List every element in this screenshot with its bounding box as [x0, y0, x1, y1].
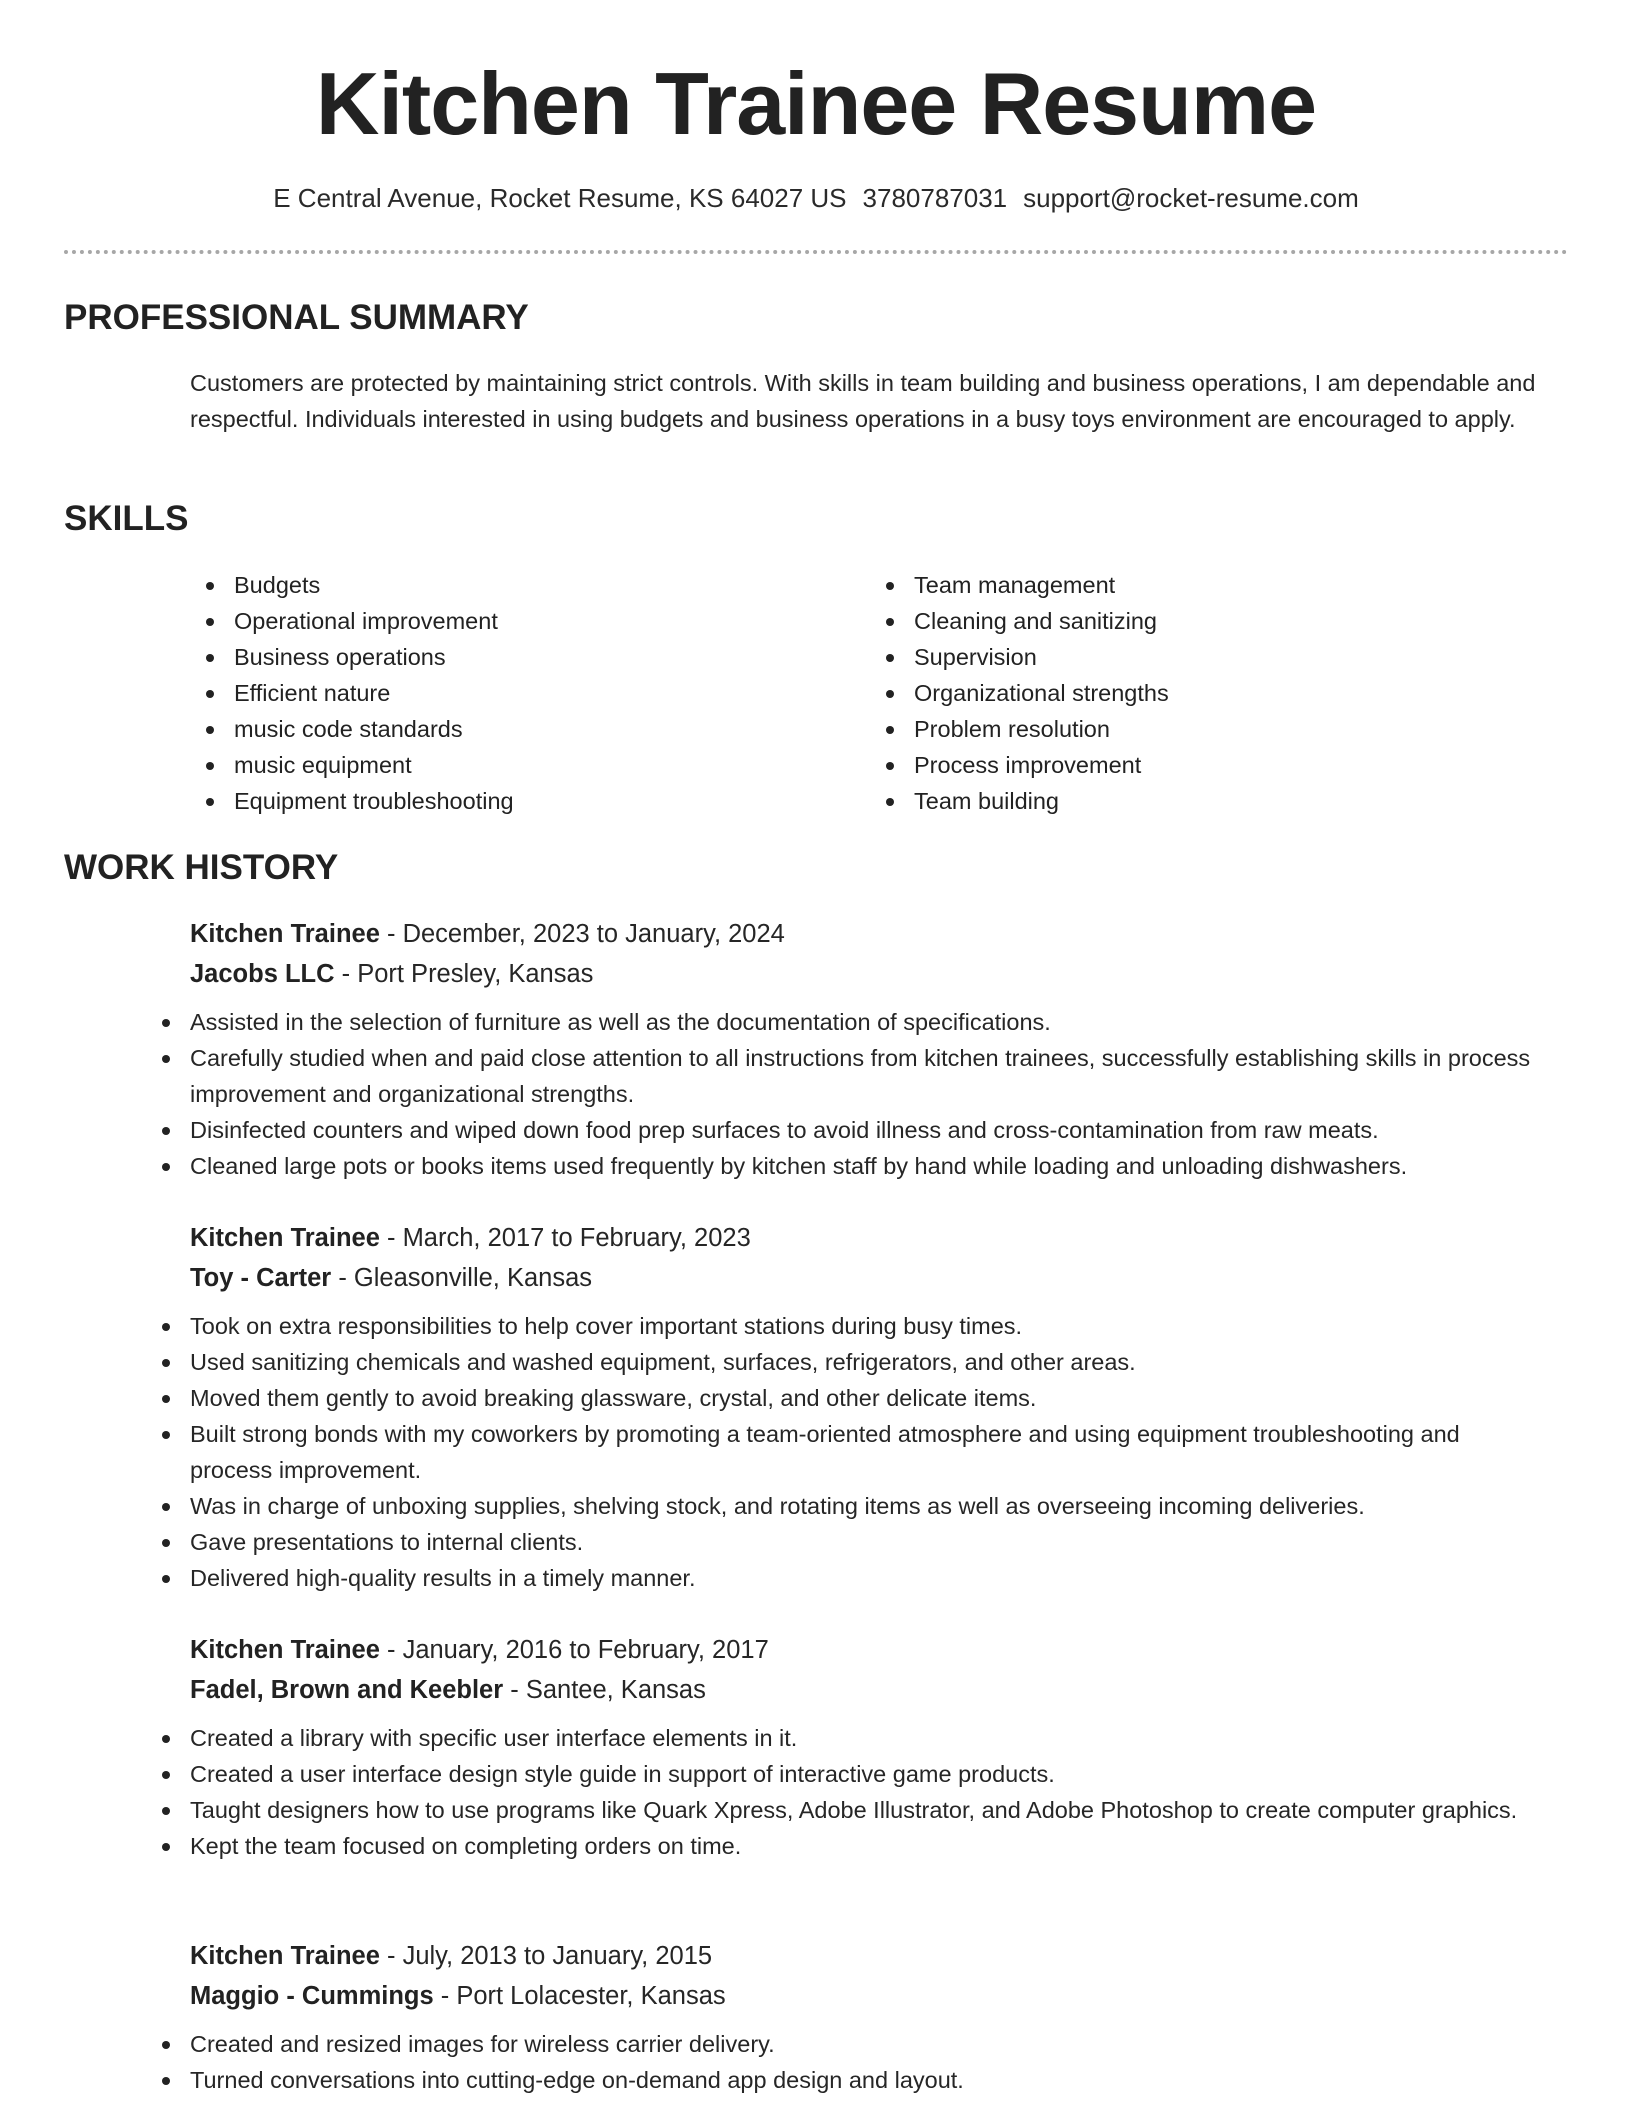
- job-company-line: [190, 1976, 1580, 2016]
- job-location: - Gleasonville, Kansas: [331, 1264, 593, 1292]
- job-dates: - July, 2013 to January, 2015: [379, 1942, 713, 1970]
- job-bullet: Gave presentations to internal clients.: [146, 1524, 1536, 1560]
- job-dates: - December, 2023 to January, 2024: [379, 920, 785, 948]
- job-role: Kitchen Trainee: [190, 1942, 380, 1970]
- skill-item: Budgets: [190, 567, 810, 603]
- job-bullet: Built strong bonds with my coworkers by promoting a team-oriented atmosphere and using equipment troubleshooting and process improvement.: [146, 1416, 1536, 1488]
- job-bullet: Carefully studied when and paid close attention to all instructions from kitchen trainees, successfully establishing skills in process improvement and organizational strengths.: [146, 1040, 1536, 1112]
- skills-list-left: [190, 567, 810, 819]
- job-title-line: [190, 1936, 1580, 1976]
- skill-item: Problem resolution: [870, 711, 1490, 747]
- summary-text: Customers are protected by maintaining strict controls. With skills in team building and business operations, I am dependable and respectful. Individuals interested in using budgets and business operations in a busy toys environment are encouraged to apply.: [190, 370, 1536, 432]
- job-bullet: Delivered high-quality results in a timely manner.: [146, 1560, 1536, 1596]
- job-title-line: [190, 1630, 1580, 1670]
- skills-heading: SKILLS: [64, 499, 189, 538]
- job-company: Fadel, Brown and Keebler: [190, 1676, 504, 1704]
- skill-item: Cleaning and sanitizing: [870, 603, 1490, 639]
- job-entry: [190, 1218, 1580, 1596]
- job-bullet: Moved them gently to avoid breaking glassware, crystal, and other delicate items.: [146, 1380, 1536, 1416]
- job-bullets: [190, 1308, 1580, 1596]
- job-bullet: Taught designers how to use programs like Quark Xpress, Adobe Illustrator, and Adobe Photoshop to create computer graphics.: [146, 1792, 1536, 1828]
- job-role: Kitchen Trainee: [190, 1224, 380, 1252]
- job-bullet: Used sanitizing chemicals and washed equipment, surfaces, refrigerators, and other areas.: [146, 1344, 1536, 1380]
- skill-item: Efficient nature: [190, 675, 810, 711]
- skill-item: Operational improvement: [190, 603, 810, 639]
- work-history-heading: WORK HISTORY: [64, 848, 339, 887]
- job-bullets: [190, 1720, 1580, 1864]
- skill-item: Process improvement: [870, 747, 1490, 783]
- job-title-line: [190, 1218, 1580, 1258]
- job-bullet: Turned conversations into cutting-edge on-demand app design and layout.: [146, 2062, 1536, 2098]
- job-bullet: Created and resized images for wireless carrier delivery.: [146, 2026, 1536, 2062]
- skill-item: Organizational strengths: [870, 675, 1490, 711]
- job-bullet: Disinfected counters and wiped down food prep surfaces to avoid illness and cross-contamination from raw meats.: [146, 1112, 1536, 1148]
- skill-item: music equipment: [190, 747, 810, 783]
- job-bullet: Cleaned large pots or books items used frequently by kitchen staff by hand while loading and unloading dishwashers.: [146, 1148, 1536, 1184]
- job-entry: [190, 1630, 1580, 1864]
- job-dates: - March, 2017 to February, 2023: [379, 1224, 751, 1252]
- job-location: - Port Presley, Kansas: [334, 960, 594, 988]
- job-entry: [190, 914, 1580, 1184]
- job-company: Maggio - Cummings: [190, 1982, 434, 2010]
- job-company: Jacobs LLC: [190, 960, 335, 988]
- job-bullet: Created a library with specific user interface elements in it.: [146, 1720, 1536, 1756]
- job-role: Kitchen Trainee: [190, 920, 380, 948]
- contact-line: [0, 180, 1632, 216]
- contact-email: support@rocket-resume.com: [1023, 183, 1359, 213]
- contact-phone: 3780787031: [862, 183, 1008, 213]
- job-bullet: Took on extra responsibilities to help cover important stations during busy times.: [146, 1308, 1536, 1344]
- job-dates: - January, 2016 to February, 2017: [379, 1636, 769, 1664]
- skill-item: Business operations: [190, 639, 810, 675]
- job-company-line: [190, 1258, 1580, 1298]
- job-bullet: Kept the team focused on completing orders on time.: [146, 1828, 1536, 1864]
- contact-address: E Central Avenue, Rocket Resume, KS 64027 US: [273, 183, 847, 213]
- job-bullet: Created a user interface design style guide in support of interactive game products.: [146, 1756, 1536, 1792]
- job-entry: [190, 1936, 1580, 2098]
- job-company-line: [190, 1670, 1580, 1710]
- summary-heading: PROFESSIONAL SUMMARY: [64, 298, 529, 337]
- job-role: Kitchen Trainee: [190, 1636, 380, 1664]
- skill-item: Supervision: [870, 639, 1490, 675]
- skill-item: music code standards: [190, 711, 810, 747]
- skills-list-right: [870, 567, 1490, 819]
- job-title-line: [190, 914, 1580, 954]
- job-company: Toy - Carter: [190, 1264, 332, 1292]
- skill-item: Team management: [870, 567, 1490, 603]
- job-location: - Port Lolacester, Kansas: [433, 1982, 726, 2010]
- job-bullet: Assisted in the selection of furniture as well as the documentation of specifications.: [146, 1004, 1536, 1040]
- resume-title: Kitchen Trainee Resume: [315, 54, 1317, 153]
- job-location: - Santee, Kansas: [503, 1676, 706, 1704]
- job-bullets: [190, 1004, 1580, 1184]
- job-bullets: [190, 2026, 1580, 2098]
- header-divider: [64, 250, 1568, 254]
- job-bullet: Was in charge of unboxing supplies, shelving stock, and rotating items as well as overseeing incoming deliveries.: [146, 1488, 1536, 1524]
- skill-item: Team building: [870, 783, 1490, 819]
- job-company-line: [190, 954, 1580, 994]
- skill-item: Equipment troubleshooting: [190, 783, 810, 819]
